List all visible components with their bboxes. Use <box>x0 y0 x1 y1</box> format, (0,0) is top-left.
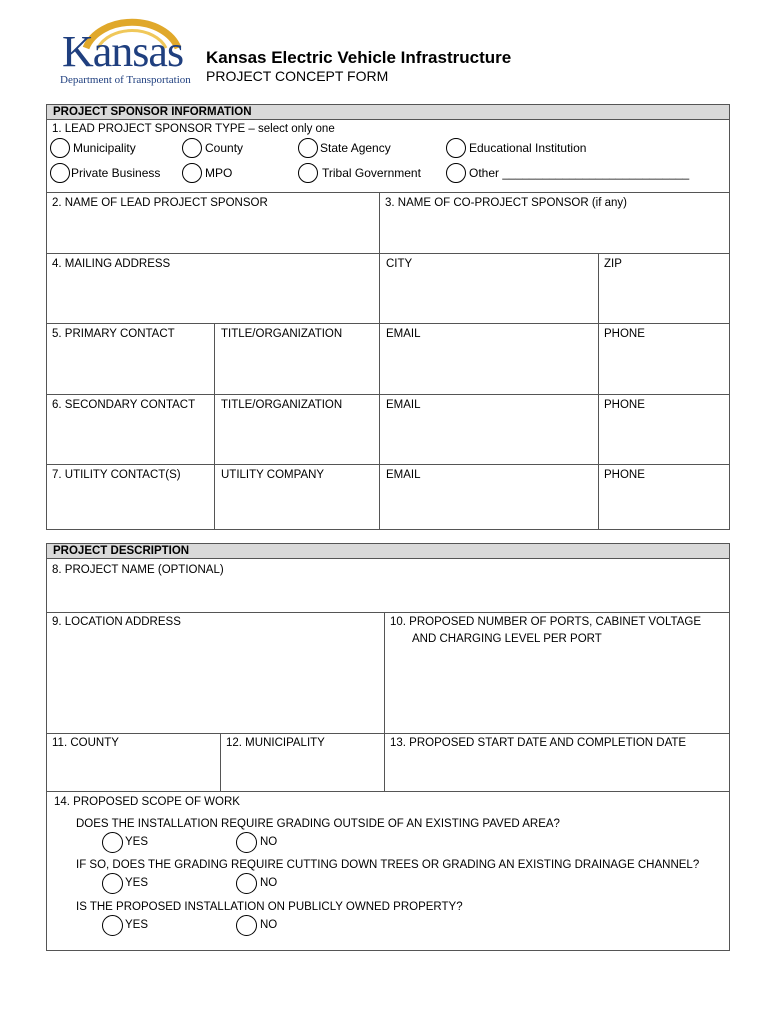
divider <box>46 791 730 792</box>
divider <box>220 733 221 791</box>
radio-label: YES <box>125 836 149 848</box>
radio-label: NO <box>260 836 278 848</box>
utility-contact-field[interactable]: 7. UTILITY CONTACT(S) <box>52 469 181 481</box>
radio-circle-icon[interactable] <box>236 832 257 853</box>
radio-circle-icon[interactable] <box>102 915 123 936</box>
utility-phone-field[interactable]: PHONE <box>604 469 645 481</box>
logo-wordmark: Kansas <box>62 27 184 76</box>
page-title: Kansas Electric Vehicle Infrastructure <box>206 48 512 67</box>
radio-circle-icon[interactable] <box>102 832 123 853</box>
ports-voltage-field-line2: AND CHARGING LEVEL PER PORT <box>412 633 602 645</box>
county-field[interactable]: 11. COUNTY <box>52 737 119 749</box>
secondary-contact-field[interactable]: 6. SECONDARY CONTACT <box>52 399 196 411</box>
secondary-title-field[interactable]: TITLE/ORGANIZATION <box>221 399 343 411</box>
radio-circle-icon[interactable] <box>446 138 466 158</box>
divider <box>46 612 730 613</box>
trees-drainage-question: IF SO, DOES THE GRADING REQUIRE CUTTING DOWN TREES OR GRADING AN EXISTING DRAINAGE CHANNEL? <box>76 859 700 871</box>
divider <box>379 192 380 530</box>
radio-label: YES <box>125 877 149 889</box>
divider <box>46 733 730 734</box>
radio-circle-icon[interactable] <box>446 163 466 183</box>
public-property-question: IS THE PROPOSED INSTALLATION ON PUBLICLY OWNED PROPERTY? <box>76 901 463 913</box>
co-sponsor-name-field[interactable]: 3. NAME OF CO-PROJECT SPONSOR (if any) <box>385 197 627 209</box>
divider <box>214 323 215 530</box>
radio-label: YES <box>125 919 149 931</box>
radio-label: Educational Institution <box>469 141 587 155</box>
radio-circle-icon[interactable] <box>298 163 318 183</box>
radio-label: Other ____________________________ <box>469 166 690 180</box>
lead-sponsor-name-field[interactable]: 2. NAME OF LEAD PROJECT SPONSOR <box>52 197 268 209</box>
divider <box>46 192 730 193</box>
utility-company-field[interactable]: UTILITY COMPANY <box>221 469 325 481</box>
divider <box>46 394 730 395</box>
radio-circle-icon[interactable] <box>102 873 123 894</box>
municipality-field[interactable]: 12. MUNICIPALITY <box>226 737 325 749</box>
radio-label: State Agency <box>320 141 391 155</box>
radio-label: MPO <box>205 166 233 180</box>
radio-circle-icon[interactable] <box>236 873 257 894</box>
radio-label: Municipality <box>73 141 136 155</box>
radio-label: Tribal Government <box>322 166 421 180</box>
radio-label: County <box>205 141 244 155</box>
logo-department: Department of Transportation <box>60 74 191 86</box>
divider <box>46 464 730 465</box>
mailing-address-field[interactable]: 4. MAILING ADDRESS <box>52 258 171 270</box>
secondary-phone-field[interactable]: PHONE <box>604 399 645 411</box>
primary-title-field[interactable]: TITLE/ORGANIZATION <box>221 328 343 340</box>
divider <box>384 612 385 791</box>
radio-label: NO <box>260 877 278 889</box>
divider <box>46 253 730 254</box>
divider <box>598 253 599 530</box>
primary-email-field[interactable]: EMAIL <box>386 328 421 340</box>
project-name-field[interactable]: 8. PROJECT NAME (OPTIONAL) <box>52 564 224 576</box>
primary-contact-field[interactable]: 5. PRIMARY CONTACT <box>52 328 175 340</box>
ports-voltage-field[interactable]: 10. PROPOSED NUMBER OF PORTS, CABINET VOLTAGE <box>390 616 701 628</box>
radio-label: NO <box>260 919 278 931</box>
radio-circle-icon[interactable] <box>50 163 70 183</box>
sponsor-type-question: 1. LEAD PROJECT SPONSOR TYPE – select only one <box>52 123 335 135</box>
city-field[interactable]: CITY <box>386 258 413 270</box>
utility-email-field[interactable]: EMAIL <box>386 469 421 481</box>
radio-circle-icon[interactable] <box>182 163 202 183</box>
page-subtitle: PROJECT CONCEPT FORM <box>206 68 389 84</box>
radio-label: Private Business <box>71 166 161 180</box>
location-address-field[interactable]: 9. LOCATION ADDRESS <box>52 616 181 628</box>
zip-field[interactable]: ZIP <box>604 258 622 270</box>
radio-circle-icon[interactable] <box>50 138 70 158</box>
divider <box>46 323 730 324</box>
radio-circle-icon[interactable] <box>298 138 318 158</box>
radio-circle-icon[interactable] <box>182 138 202 158</box>
grading-question: DOES THE INSTALLATION REQUIRE GRADING OUTSIDE OF AN EXISTING PAVED AREA? <box>76 818 560 830</box>
description-section-heading: PROJECT DESCRIPTION <box>46 543 730 559</box>
scope-of-work-label: 14. PROPOSED SCOPE OF WORK <box>54 796 240 808</box>
primary-phone-field[interactable]: PHONE <box>604 328 645 340</box>
radio-circle-icon[interactable] <box>236 915 257 936</box>
start-completion-date-field[interactable]: 13. PROPOSED START DATE AND COMPLETION DATE <box>390 737 687 749</box>
sponsor-section-heading: PROJECT SPONSOR INFORMATION <box>46 104 730 120</box>
secondary-email-field[interactable]: EMAIL <box>386 399 421 411</box>
